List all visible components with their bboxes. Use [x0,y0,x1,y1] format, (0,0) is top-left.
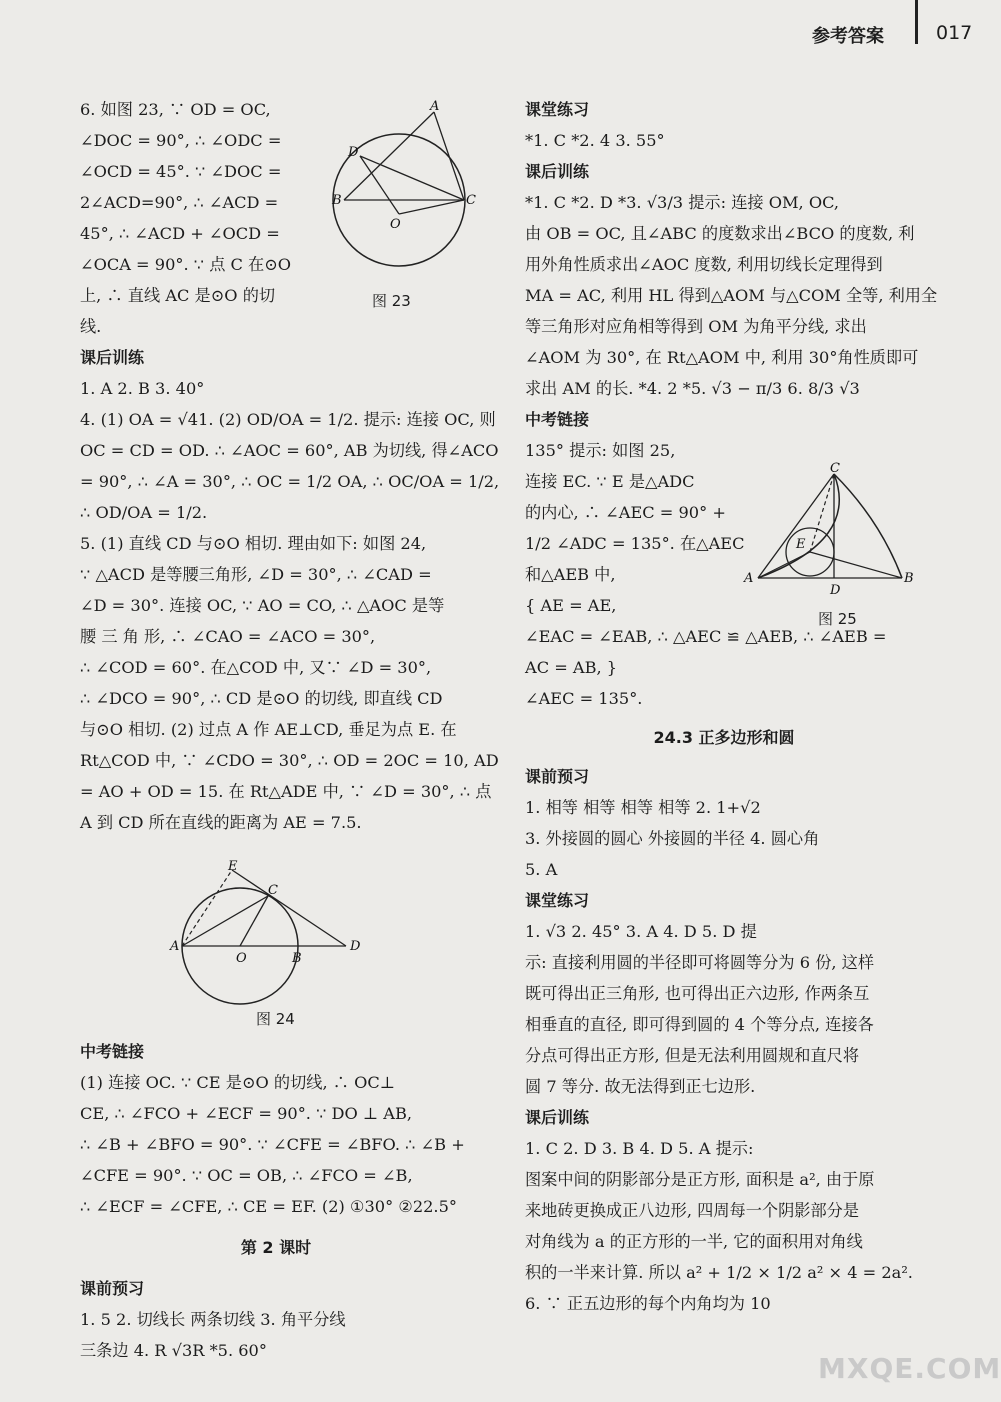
text-line: 1. 相等 相等 相等 相等 2. 1+√2 [525,798,761,817]
text-line: 45°, ∴ ∠ACD + ∠OCD = [80,224,280,243]
text-line: OC = CD = OD. ∴ ∠AOC = 60°, AB 为切线, 得∠ACO [80,441,499,460]
header-divider [915,0,918,44]
fig24-label: O [236,951,247,966]
section-heading: 课后训练 [525,162,590,181]
fig23-label: B [332,193,342,208]
text-line: 6. 如图 23, ∵ OD = OC, [80,100,271,119]
text-line: 135° 提示: 如图 25, [525,441,676,460]
text-line: 5. A [525,860,558,879]
text-line: 和△AEB 中, [525,565,616,584]
text-line: ∴ ∠DCO = 90°, ∴ CD 是⊙O 的切线, 即直线 CD [80,689,443,708]
text-line: ∠OCA = 90°. ∵ 点 C 在⊙O [80,255,292,274]
header-title: 参考答案 [812,26,884,47]
fig24-label: A [170,939,180,954]
fig24-label: E [228,859,238,874]
text-line: 6. ∵ 正五边形的每个内角均为 10 [525,1294,771,1313]
section-heading: 课后训练 [525,1108,590,1127]
text-line: ∴ ∠ECF = ∠CFE, ∴ CE = EF. (2) ①30° ②22.5° [80,1197,457,1216]
text-line: 求出 AM 的长. *4. 2 *5. √3 − π/3 6. 8/3 √3 [525,379,860,398]
section-heading: 中考链接 [525,410,590,429]
section-heading: 课后训练 [80,348,145,367]
text-line: ∴ OD/OA = 1/2. [80,503,208,522]
watermark: MXQE.COM [818,1352,1001,1385]
text-line: 5. (1) 直线 CD 与⊙O 相切. 理由如下: 如图 24, [80,534,427,553]
text-line: Rt△COD 中, ∵ ∠CDO = 30°, ∴ OD = 2OC = 10, AD [80,751,499,770]
fig23-label: O [390,217,401,232]
text-line: 分点可得出正方形, 但是无法利用圆规和直尺将 [525,1046,860,1065]
chapter-heading: 24.3 正多边形和圆 [653,728,795,747]
fig24-label: B [292,951,302,966]
text-line: 1. √3 2. 45° 3. A 4. D 5. D 提 [525,922,757,941]
text-line: 上, ∴ 直线 AC 是⊙O 的切 [80,286,276,305]
text-line: 由 OB = OC, 且∠ABC 的度数求出∠BCO 的度数, 利 [525,224,915,243]
figure-25-caption: 图 25 [818,610,857,628]
section-heading: 课前预习 [80,1279,145,1298]
text-line: ∴ ∠B + ∠BFO = 90°. ∵ ∠CFE = ∠BFO. ∴ ∠B + [80,1135,465,1154]
text-line: ∠AOM 为 30°, 在 Rt△AOM 中, 利用 30°角性质即可 [525,348,919,367]
fig23-label: A [430,99,440,114]
text-line: ∠OCD = 45°. ∵ ∠DOC = [80,162,282,181]
text-line: 相垂直的直径, 即可得到圆的 4 个等分点, 连接各 [525,1015,874,1034]
text-line: 1. C 2. D 3. B 4. D 5. A 提示: [525,1139,754,1158]
text-line: ∠AEC = 135°. [525,689,643,708]
text-line: MA = AC, 利用 HL 得到△AOM 与△COM 全等, 利用全 [525,286,938,305]
fig24-label: D [350,939,361,954]
text-line: 示: 直接利用圆的半径即可将圆等分为 6 份, 这样 [525,953,875,972]
right-column [525,94,938,1319]
text-line: 1/2 ∠ADC = 135°. 在△AEC [525,534,745,553]
fig25-label: E [796,537,806,552]
text-line: A 到 CD 所在直线的距离为 AE = 7.5. [80,813,362,832]
figure-23-caption: 图 23 [372,292,411,310]
text-line: 4. (1) OA = √41. (2) OD/OA = 1/2. 提示: 连接 OC, 则 [80,410,496,429]
fig25-label: B [904,571,914,586]
text-line: 积的一半来计算. 所以 a² + 1/2 × 1/2 a² × 4 = 2a². [525,1263,913,1282]
text-line: 2∠ACD=90°, ∴ ∠ACD = [80,193,279,212]
text-line: 用外角性质求出∠AOC 度数, 利用切线长定理得到 [525,255,883,274]
text-line: 1. A 2. B 3. 40° [80,379,205,398]
page-number: 017 [936,22,973,44]
fig25-label: A [744,571,754,586]
fig25-label: C [830,461,840,476]
section-heading: 课堂练习 [525,100,590,119]
section-heading: 中考链接 [80,1042,145,1061]
section-heading: 课堂练习 [525,891,590,910]
text-line: 连接 EC. ∵ E 是△ADC [525,472,695,491]
text-line: 的内心, ∴ ∠AEC = 90° + [525,503,726,522]
fig24-label: C [268,883,278,898]
text-line: 来地砖更换成正八边形, 四周每一个阴影部分是 [525,1201,860,1220]
text-line: 与⊙O 相切. (2) 过点 A 作 AE⊥CD, 垂足为点 E. 在 [80,720,457,739]
fig23-label: D [348,145,359,160]
left-column-lower [80,1036,472,1366]
text-line: 1. 5 2. 切线长 两条切线 3. 角平分线 [80,1310,346,1329]
text-line: 等三角形对应角相等得到 OM 为角平分线, 求出 [525,317,867,336]
fig23-label: C [466,193,476,208]
text-line: 既可得出正三角形, 也可得出正六边形, 作两条互 [525,984,870,1003]
figure-24 [170,859,370,1002]
text-line: ∠DOC = 90°, ∴ ∠ODC = [80,131,282,150]
text-line: *1. C *2. D *3. √3/3 提示: 连接 OM, OC, [525,193,840,212]
text-line: 3. 外接圆的圆心 外接圆的半径 4. 圆心角 [525,829,820,848]
lesson-heading: 第 2 课时 [240,1238,312,1257]
text-line: 对角线为 a 的正方形的一半, 它的面积用对角线 [525,1232,863,1251]
figure-23 [330,98,480,290]
text-line: = 90°, ∴ ∠A = 30°, ∴ OC = 1/2 OA, ∴ OC/OA = 1/2, [80,472,500,491]
text-line: = AO + OD = 15. 在 Rt△ADE 中, ∵ ∠D = 30°, ∴ 点 [80,782,492,801]
text-line: ∠D = 30°. 连接 OC, ∵ AO = CO, ∴ △AOC 是等 [80,596,445,615]
figure-25 [740,461,915,600]
text-line: { AE = AE, [525,596,617,615]
text-line: 图案中间的阴影部分是正方形, 面积是 a², 由于原 [525,1170,875,1189]
figure-24-caption: 图 24 [256,1010,295,1028]
text-line: ∵ △ACD 是等腰三角形, ∠D = 30°, ∴ ∠CAD = [80,565,432,584]
fig25-label: D [830,583,841,598]
text-line: 圆 7 等分. 故无法得到正七边形. [525,1077,756,1096]
text-line: (1) 连接 OC. ∵ CE 是⊙O 的切线, ∴ OC⊥ [80,1073,395,1092]
text-line: CE, ∴ ∠FCO + ∠ECF = 90°. ∵ DO ⊥ AB, [80,1104,413,1123]
text-line: 线. [80,317,102,336]
text-line: *1. C *2. 4 3. 55° [525,131,665,150]
text-line: ∠CFE = 90°. ∵ OC = OB, ∴ ∠FCO = ∠B, [80,1166,413,1185]
text-line: AC = AB, } [525,658,618,677]
text-line: ∴ ∠COD = 60°. 在△COD 中, 又∵ ∠D = 30°, [80,658,432,677]
section-heading: 课前预习 [525,767,590,786]
text-line: 三条边 4. R √3R *5. 60° [80,1341,267,1360]
text-line: 腰 三 角 形, ∴ ∠CAO = ∠ACO = 30°, [80,627,376,646]
text-line: ∠EAC = ∠EAB, ∴ △AEC ≌ △AEB, ∴ ∠AEB = [525,627,887,646]
